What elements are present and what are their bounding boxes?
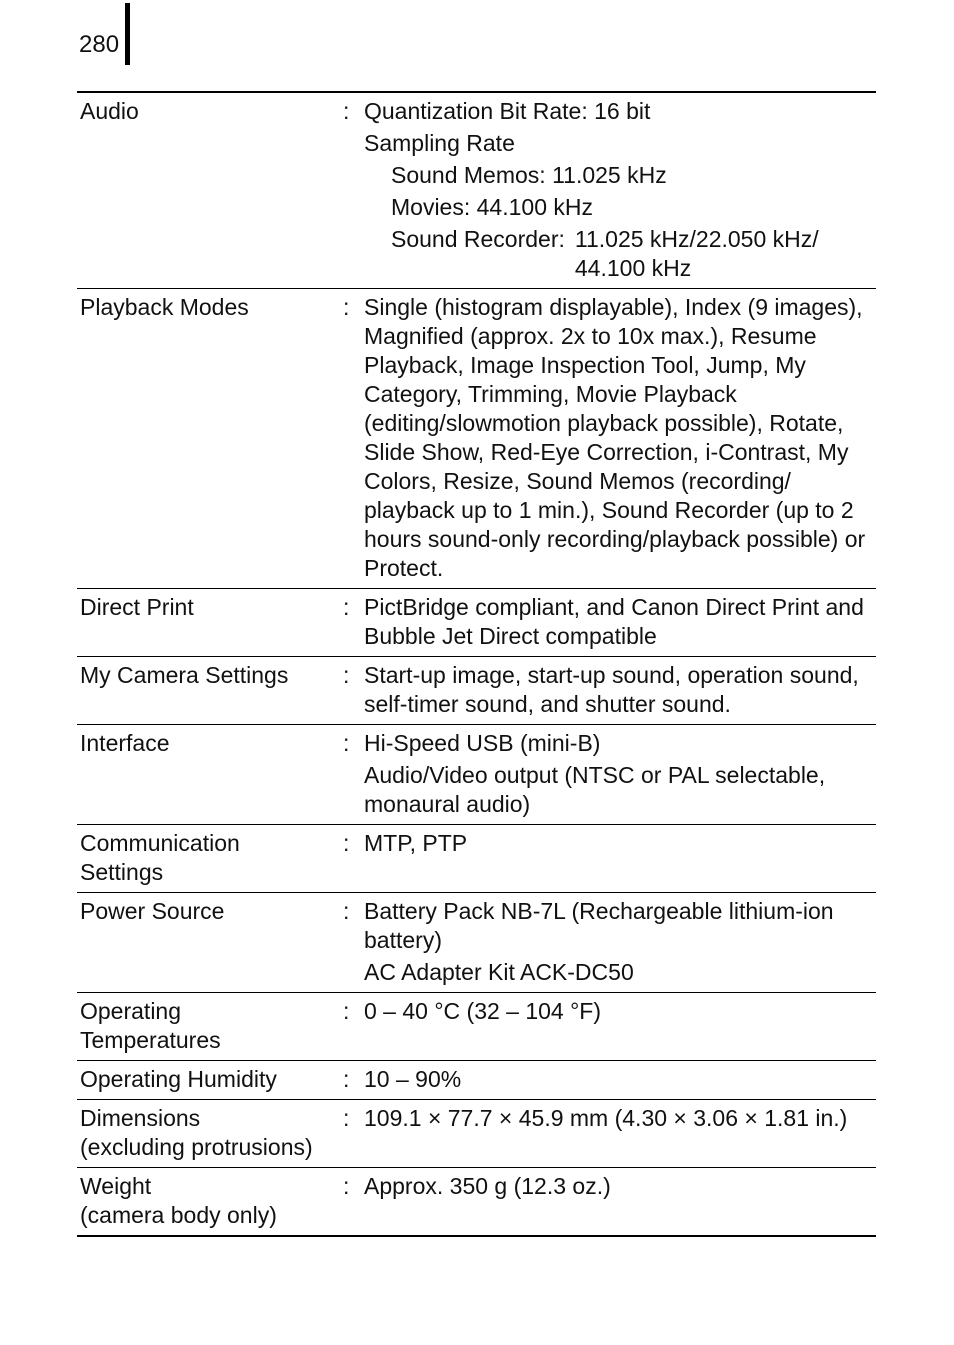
spec-line: Battery Pack NB-7L (Rechargeable lithium-ion battery) — [364, 898, 834, 953]
label-line: Communication — [80, 830, 240, 856]
sub-value: 11.025 kHz/22.050 kHz/ — [574, 226, 819, 252]
spec-label: Playback Modes — [80, 294, 249, 320]
spec-subline: Sound Memos: 11.025 kHz — [391, 162, 667, 188]
spec-value: PictBridge compliant, and Canon Direct Print and Bubble Jet Direct compatible — [364, 594, 864, 649]
spec-value — [364, 729, 876, 819]
page-number: 280 — [79, 31, 120, 58]
spec-value: Approx. 350 g (12.3 oz.) — [364, 1173, 611, 1199]
spec-value: Start-up image, start-up sound, operation sound, self-timer sound, and shutter sound. — [364, 662, 859, 717]
spec-line: AC Adapter Kit ACK-DC50 — [364, 959, 634, 985]
spec-value: Single (histogram displayable), Index (9 images), Magnified (approx. 2x to 10x max.), Resume Playback, Image Inspection Tool, Jump, My Category, Trimming, Movie Playback (editing/slowmotion playback possible), Rotate, Slide Show, Red-Eye Correction, i-Contrast, My Colors, Resize, Sound Memos (recording/ playback up to 1 min.), Sound Recorder (up to 2 hours sound-only recording/playback possible) or Protect. — [364, 294, 866, 581]
spec-label — [77, 997, 343, 1055]
separator: : — [343, 662, 350, 688]
separator: : — [343, 730, 350, 756]
spec-subline: Movies: 44.100 kHz — [391, 194, 593, 220]
separator: : — [343, 594, 350, 620]
sound-recorder-line — [364, 225, 872, 283]
spec-row-weight — [77, 1168, 876, 1237]
spec-line: Sampling Rate — [364, 130, 515, 156]
separator: : — [343, 898, 350, 924]
spec-row-power-source — [77, 893, 876, 993]
spec-row-my-camera-settings — [77, 657, 876, 725]
spec-line: Hi-Speed USB (mini-B) — [364, 730, 601, 756]
spec-row-communication-settings — [77, 825, 876, 893]
label-line: Temperatures — [80, 1027, 221, 1053]
spec-value: 0 – 40 °C (32 – 104 °F) — [364, 998, 602, 1024]
separator: : — [343, 1105, 350, 1131]
spec-label: Direct Print — [80, 594, 194, 620]
spec-row-playback-modes — [77, 289, 876, 589]
label-line: (excluding protrusions) — [80, 1134, 313, 1160]
spec-value: MTP, PTP — [364, 830, 468, 856]
spec-label — [77, 1104, 343, 1162]
spec-value — [364, 897, 876, 987]
spec-row-audio — [77, 93, 876, 289]
spec-row-direct-print — [77, 589, 876, 657]
spec-value: 10 – 90% — [364, 1066, 462, 1092]
spec-row-interface — [77, 725, 876, 825]
spec-line: Audio/Video output (NTSC or PAL selectable, monaural audio) — [364, 762, 826, 817]
page-number-bar — [125, 3, 130, 65]
spec-row-dimensions — [77, 1100, 876, 1168]
separator: : — [343, 830, 350, 856]
spec-value — [364, 97, 876, 283]
label-line: (camera body only) — [80, 1202, 277, 1228]
separator: : — [343, 1173, 350, 1199]
separator: : — [343, 294, 350, 320]
sub-values — [575, 225, 819, 283]
spec-label: Operating Humidity — [80, 1066, 277, 1092]
spec-label: My Camera Settings — [80, 662, 289, 688]
label-line: Weight — [80, 1173, 152, 1199]
spec-row-operating-temperatures — [77, 993, 876, 1061]
spec-label: Audio — [80, 98, 139, 124]
spec-label — [77, 829, 343, 887]
spec-line: Quantization Bit Rate: 16 bit — [364, 98, 651, 124]
label-line: Operating — [80, 998, 182, 1024]
spec-row-operating-humidity — [77, 1061, 876, 1100]
sub-value: 44.100 kHz — [574, 255, 692, 281]
spec-label: Interface — [80, 730, 170, 756]
separator: : — [343, 998, 350, 1024]
sub-label: Sound Recorder: — [391, 226, 565, 252]
label-line: Settings — [80, 859, 164, 885]
spec-label: Power Source — [80, 898, 225, 924]
label-line: Dimensions — [80, 1105, 201, 1131]
separator: : — [343, 1066, 350, 1092]
separator: : — [343, 98, 350, 124]
spec-value: 109.1 × 77.7 × 45.9 mm (4.30 × 3.06 × 1.81 in.) — [364, 1105, 848, 1131]
spec-label — [77, 1172, 343, 1230]
spec-table — [77, 91, 876, 1237]
